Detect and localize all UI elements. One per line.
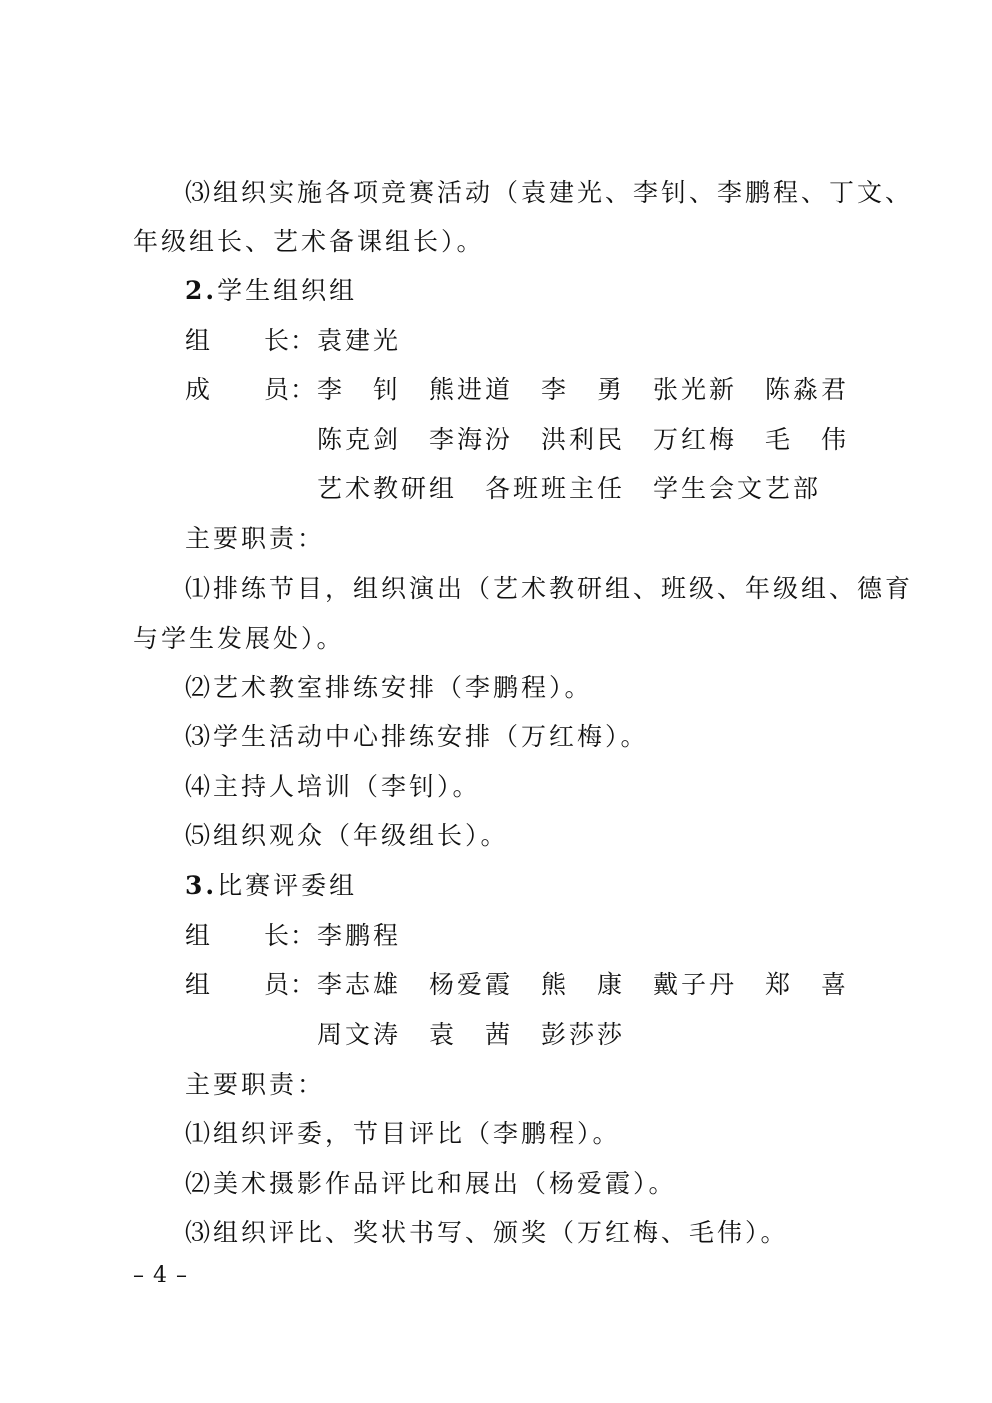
- group2-duty2: ⑵艺术教室排练安排（李鹏程）。: [185, 673, 593, 702]
- group3-members-line1: 李志雄 杨爱霞 熊 康 戴子丹 郑 喜: [317, 970, 850, 999]
- group3-leader-label-2: 长: [264, 921, 290, 950]
- group3-heading-number: 3.: [185, 871, 218, 900]
- group2-duty3: ⑶学生活动中心排练安排（万红梅）。: [185, 722, 649, 751]
- group2-heading-number: 2.: [185, 276, 218, 305]
- group3-duty2: ⑵美术摄影作品评比和展出（杨爱霞）。: [185, 1169, 677, 1198]
- group3-heading: [185, 866, 357, 902]
- group2-heading: [185, 271, 357, 307]
- group3-duties-label: 主要职责：: [185, 1070, 326, 1099]
- group2-members-label-1: 成: [185, 375, 211, 404]
- group2-duty4: ⑷主持人培训（李钊）。: [185, 772, 481, 801]
- group3-leader-colon: ：: [290, 921, 316, 950]
- group3-members-row: [0, 965, 992, 1001]
- group3-leader-name: 李鹏程: [317, 921, 402, 950]
- group2-leader-row: [0, 321, 992, 357]
- group3-members-colon: ：: [290, 970, 316, 999]
- group2-duty1: ⑴排练节目，组织演出（艺术教研组、班级、年级组、德育: [185, 574, 914, 603]
- group2-duty1-cont: 与学生发展处）。: [133, 624, 345, 653]
- group3-duty3: ⑶组织评比、奖状书写、颁奖（万红梅、毛伟）。: [185, 1218, 789, 1247]
- group1-duty3-cont: 年级组长、艺术备课组长）。: [133, 227, 485, 256]
- group3-heading-text: 比赛评委组: [217, 871, 358, 900]
- group2-leader-colon: ：: [290, 326, 316, 355]
- group2-heading-text: 学生组织组: [217, 276, 358, 305]
- page-number: – 4 –: [133, 1263, 188, 1288]
- group3-leader-label-1: 组: [185, 921, 211, 950]
- group2-members-label-2: 员: [264, 375, 290, 404]
- group2-members-line1: 李 钊 熊进道 李 勇 张光新 陈淼君: [317, 375, 850, 404]
- group2-members-colon: ：: [290, 375, 316, 404]
- group2-leader-label-2: 长: [264, 326, 290, 355]
- group2-duties-label: 主要职责：: [185, 524, 326, 553]
- group2-members-line2: 陈克剑 李海汾 洪利民 万红梅 毛 伟: [317, 425, 850, 454]
- group3-duty1: ⑴组织评委，节目评比（李鹏程）。: [185, 1119, 621, 1148]
- group3-members-label-1: 组: [185, 970, 211, 999]
- group2-members-line3: 艺术教研组 各班班主任 学生会文艺部: [317, 474, 822, 503]
- group2-members-row: [0, 370, 992, 406]
- group1-duty3: ⑶组织实施各项竞赛活动（袁建光、李钊、李鹏程、丁文、: [185, 178, 914, 207]
- group2-leader-name: 袁建光: [317, 326, 402, 355]
- group3-members-label-2: 员: [264, 970, 290, 999]
- group3-members-line2: 周文涛 袁 茜 彭莎莎: [317, 1020, 626, 1049]
- group3-leader-row: [0, 916, 992, 952]
- group2-leader-label-1: 组: [185, 326, 211, 355]
- group2-duty5: ⑸组织观众（年级组长）。: [185, 821, 509, 850]
